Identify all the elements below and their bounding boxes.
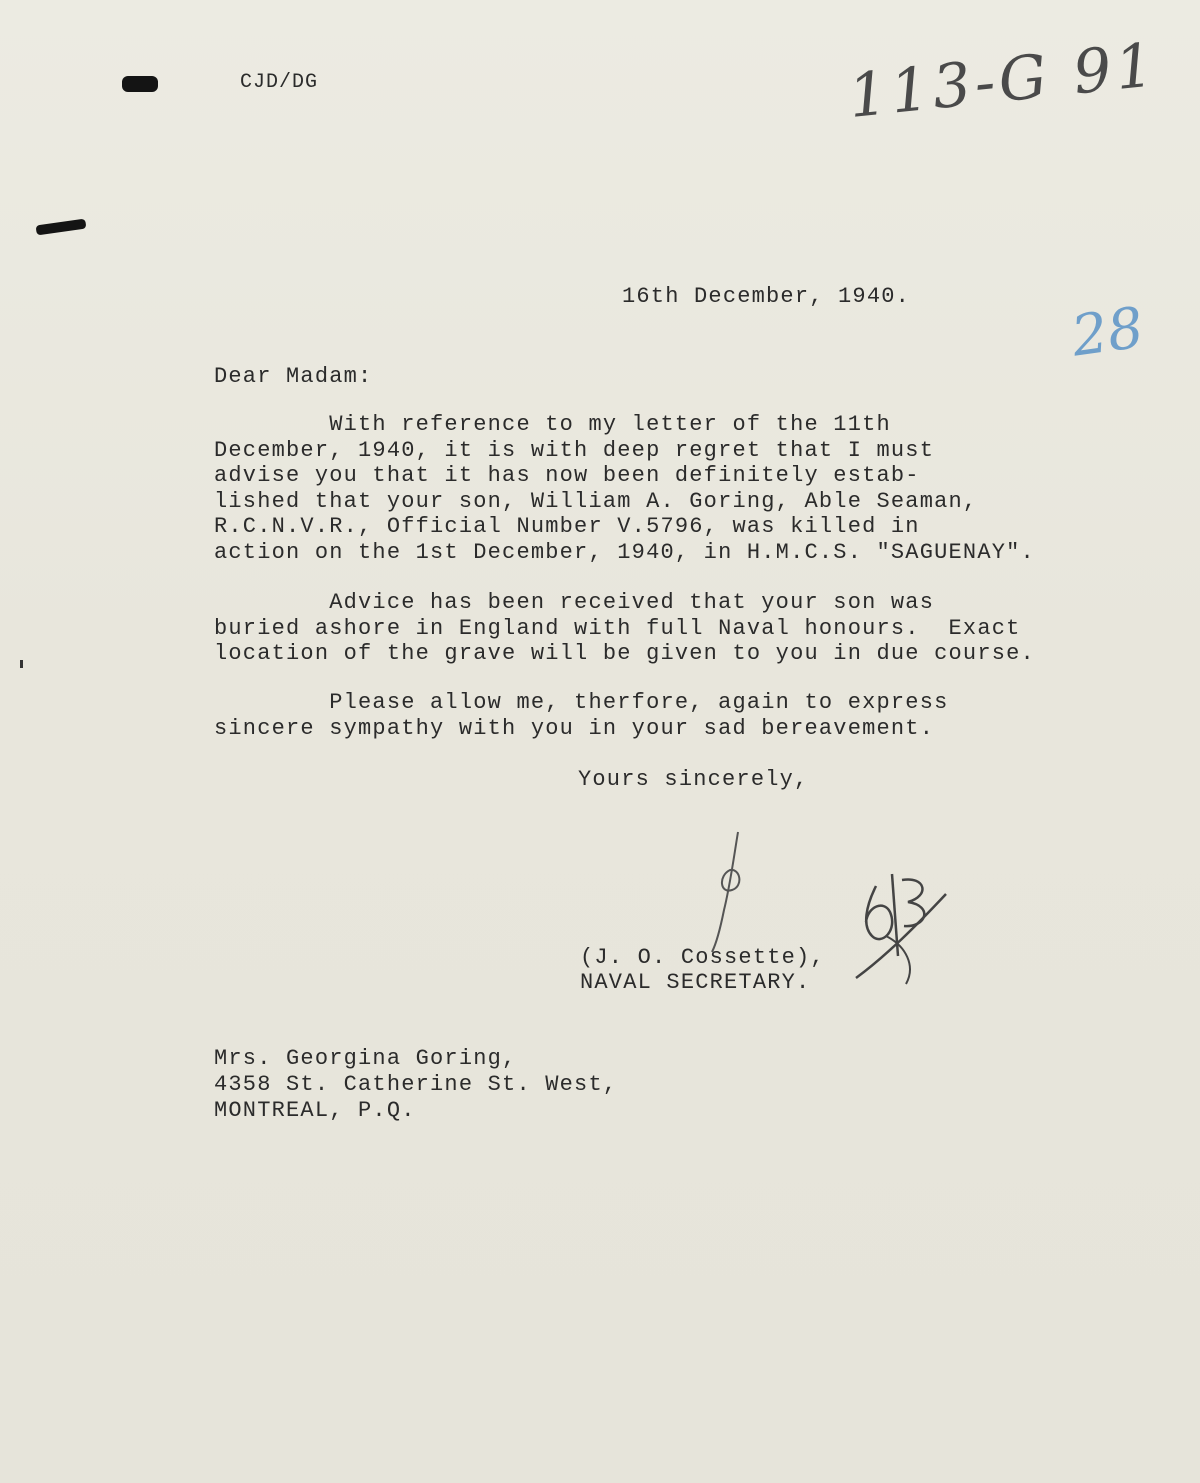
recipient-address bbox=[214, 1046, 617, 1124]
punch-hole bbox=[36, 219, 87, 236]
recipient-line: MONTREAL, P.Q. bbox=[214, 1098, 416, 1123]
reference-initials: CJD/DG bbox=[240, 71, 319, 94]
recipient-line: 4358 St. Catherine St. West, bbox=[214, 1072, 618, 1097]
margin-mark bbox=[20, 660, 23, 668]
handwritten-initials-mark bbox=[700, 826, 760, 956]
signatory-name: (J. O. Cossette), bbox=[580, 945, 825, 970]
closing: Yours sincerely, bbox=[578, 767, 809, 792]
punch-hole bbox=[122, 76, 158, 92]
handwritten-file-number: 113-G 91 bbox=[845, 29, 1161, 133]
recipient-line: Mrs. Georgina Goring, bbox=[214, 1046, 517, 1071]
handwritten-page-number: 28 bbox=[1067, 295, 1148, 370]
letter-date: 16th December, 1940. bbox=[622, 284, 911, 309]
body-paragraph: Advice has been received that your son was buried ashore in England with full Naval honours. Exact location of the grave will be given to you in due course. bbox=[214, 590, 1035, 667]
body-paragraph: With reference to my letter of the 11th December, 1940, it is with deep regret that I must advise you that it has now been definitely estab- lished that your son, William A. Goring, Able Seaman, R.C.N.V.R., Official Number V.5796, was killed in action on the 1st December, 1940, in H.M.C.S. "SAGUENAY". bbox=[214, 412, 1035, 565]
handwritten-signature-mark bbox=[846, 866, 956, 996]
salutation: Dear Madam: bbox=[214, 364, 373, 389]
signatory-title: NAVAL SECRETARY. bbox=[580, 970, 811, 995]
body-paragraph: Please allow me, therfore, again to express sincere sympathy with you in your sad bereavement. bbox=[214, 690, 949, 741]
